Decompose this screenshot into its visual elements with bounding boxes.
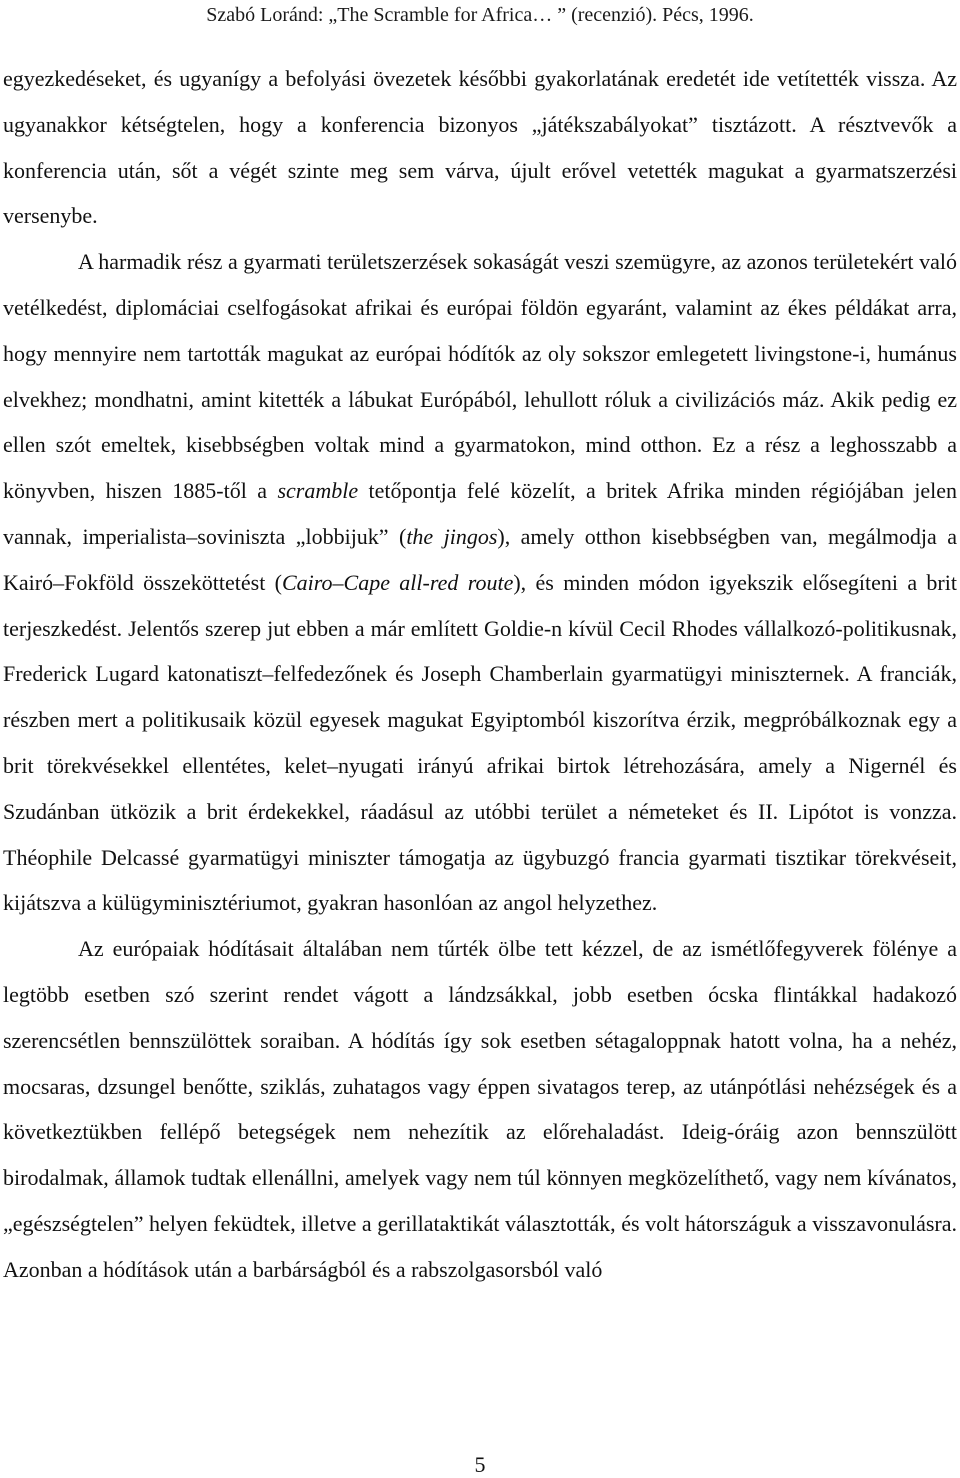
page-body — [3, 56, 957, 1293]
text-run: Az európaiak hódításait általában nem tűrték ölbe tett kézzel, de az ismétlőfegyverek fölénye a legtöbb esetben szó szerint rendet vágott a lándzsákkal, jobb esetben ócska flintákkal hadakozó szerencsétlen bennszülöttek soraiban. A hódítás így sok esetben sétagaloppnak hatott volna, ha a nehéz, mocsaras, dzsungel benőtte, sziklás, zuhatagos vagy éppen sivatagos terep, az utánpótlási nehézségek és a következtükben fellépő betegségek nem nehezítik az előrehaladást. Ideig-óráig azon bennszülött birodalmak, államok tudtak ellenállni, amelyek vagy nem túl könnyen megközelíthető, vagy nem kívánatos, „egészségtelen” helyen feküdtek, illetve a gerillataktikát választották, és volt hátországuk a visszavonulásra. Azonban a hódítások után a barbárságból és a rabszolgasorsból való — [3, 936, 957, 1282]
italic-text-run: scramble — [277, 478, 359, 504]
italic-text-run: Cairo–Cape all-red route — [281, 569, 514, 595]
paragraph-third-part — [3, 239, 957, 926]
paragraph-conquest — [3, 926, 957, 1292]
paragraph-continued — [3, 56, 957, 239]
text-run: A harmadik rész a gyarmati területszerzések sokaságát veszi szemügyre, az azonos területekért való vetélkedést, diplomáciai cselfogásokat afrikai és európai földön egyaránt, valamint az ékes példákat arra, hogy mennyire nem tartották magukat az európai hódítók az oly sokszor emlegetett livingstone-i, humánus elvekhez; mondhatni, amint kitették a lábukat Európából, lehullott róluk a civilizációs máz. Akik pedig ez ellen szót emeltek, kisebbségben voltak mind a gyarmatokon, mind otthon. Ez a rész a leghosszabb a könyvben, hiszen 1885-től a — [3, 249, 957, 504]
text-run: egyezkedéseket, és ugyanígy a befolyási övezetek későbbi gyakorlatának eredetét ide vetítették vissza. Az ugyanakkor kétségtelen, hogy a konferencia bizonyos „játékszabályokat” tisztázott. A résztvevők a konferencia után, sőt a végét szinte meg sem várva, újult erővel vetették magukat a gyarmatszerzési versenybe. — [3, 66, 957, 229]
running-header: Szabó Loránd: „The Scramble for Africa… ” (recenzió). Pécs, 1996. — [206, 4, 754, 26]
text-run: ), amely otthon kisebbségben van, megálmodja a Kairó–Fokföld összeköttetést ( — [3, 523, 957, 595]
text-run: ), és minden módon igyekszik elősegíteni a brit terjeszkedést. Jelentős szerep jut ebben a már említett Goldie-n kívül Cecil Rhodes vállalkozó-politikusnak, Frederick Lugard katonatiszt–felfedezőnek és Joseph Chamberlain gyarmatügyi miniszternek. A franciák, részben mert a politikusaik közül egyesek magukat Egyiptomból kiszorítva érzik, megpróbálkoznak egy a brit törekvésekkel ellentétes, kelet–nyugati irányú afrikai birtok létrehozására, amely a Nigernél és Szudánban ütközik a brit érdekekkel, ráadásul az utóbbi terület a németeket és II. Lipótot is vonzza. Théophile Delcassé gyarmatügyi miniszter támogatja az ügybuzgó francia gyarmati tisztikar törekvéseit, kijátszva a külügyminisztériumot, gyakran hasonlóan az angol helyzethez. — [3, 569, 957, 916]
italic-text-run: the jingos — [406, 523, 498, 549]
page-number: 5 — [474, 1452, 486, 1477]
text-run: tetőpontja felé közelít, a britek Afrika minden régiójában jelen vannak, imperialista–soviniszta „lobbijuk” ( — [3, 478, 957, 549]
